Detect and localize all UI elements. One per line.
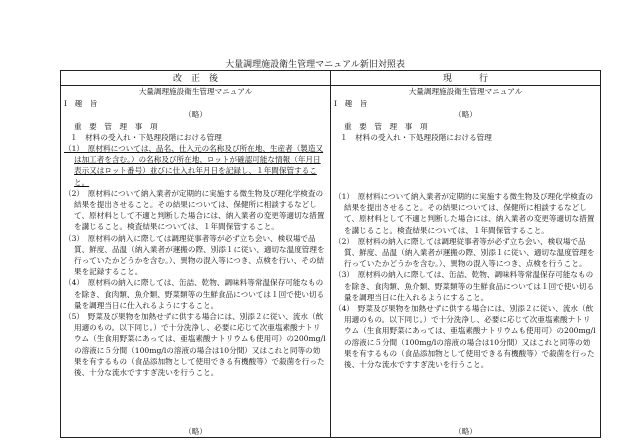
right-paragraph-4: （4） 野菜及び果物を加熱せずに供する場合には、別添２に従い、流水（飲用適のもの。以下同じ。）で十分洗浄し、必要に応じて次亜塩素酸ナトリウム（生食用野菜にあっては、亜塩素酸ナトリウムも使用可）の200mg/lの溶液に５分間（100mg/lの溶液の場合は10分間）又はこれと同等の効果を有するもの（食品添加物として使用できる有機酸等）で殺菌を行った後、十分な流水ですすぎ洗いを行うこと。 [334, 304, 596, 370]
ryaku-left-1: （略） [184, 110, 207, 120]
section-purpose-right: Ⅰ 趣 旨 [334, 99, 368, 109]
manual-title-right: 大量調理施設衛生管理マニュアル [408, 87, 523, 96]
right-paragraph-1: （1） 原材料について納入業者が定期的に実施する微生物及び理化学検査の結果を提出させること。その結果については、保健所に相談するなどして、原材料として不適と判断した場合には、納入業者の変更等適切な措置を講じること。検査結果については、１年間保管すること。 [334, 192, 595, 235]
header-revised: 改 正 後 [61, 71, 331, 86]
item1-heading-right: １ 材料の受入れ・下処理段階における管理 [340, 132, 492, 142]
left-paragraph-2: （2） 原材料について納入業者が定期的に実施する微生物及び理化学検査の結果を提出させること。その結果については、保健所に相談するなどして、原材料として不適と判断した場合には、納入業者の変更等適切な措置を講じること。検査結果については、１年間保管すること。 [64, 188, 325, 232]
left-paragraph-3: （3） 原材料の納入に際しては調理従事者等が必ず立ち会い、検収場で品質、鮮度、品温（納入業者が運搬の際、別添１に従い、適切な温度管理を行っていたかどうかを含む。）、異物の混入等につき、点検を行い、その結果を記録すること。 [64, 233, 325, 277]
item1-heading-left: １ 材料の受入れ・下処理段階における管理 [70, 132, 222, 142]
document-title: 大量調理施設衛生管理マニュアル新旧対照表 [225, 60, 405, 70]
left-paragraph-1: （1） 原材料については、品名、仕入元の名称及び所在地、生産者（製造又は加工者を含む。）の名称及び所在地、ロットが確認可能な情報（年月日表示又はロット番号）並びに仕入れ年月日を記録し、１年間保管すること。 [64, 144, 324, 187]
manual-title-left: 大量調理施設衛生管理マニュアル [138, 87, 253, 96]
ryaku-right-2: （略） [454, 426, 477, 436]
header-current: 現 行 [331, 71, 601, 86]
ryaku-right-1: （略） [454, 110, 477, 120]
right-paragraph-3: （3） 原材料の納入に際しては、缶詰、乾物、調味料等常温保存可能なものを除き、食肉類、魚介類、野菜類等の生鮮食品については１回で使い切る量を調理当日に仕入れるようにすること。 [334, 270, 595, 302]
spacer [334, 143, 597, 167]
key-items-heading-left: 重 要 管 理 事 項 [74, 121, 158, 131]
current-column [331, 86, 601, 438]
section-purpose-left: Ⅰ 趣 旨 [64, 99, 98, 109]
key-items-heading-right: 重 要 管 理 事 項 [344, 121, 428, 131]
comparison-table [60, 70, 601, 438]
left-paragraph-5: （5） 野菜及び果物を加熱せずに供する場合には、別添２に従い、流水（飲用適のもの。以下同じ。）で十分洗浄し、必要に応じて次亜塩素酸ナトリウム（生食用野菜にあっては、亜塩素酸ナトリウムも使用可）の200mg/lの溶液に５分間（100mg/lの溶液の場合は10分間）又はこれと同等の効果を有するもの（食品添加物として使用できる有機酸等）で殺菌を行った後、十分な流水ですすぎ洗いを行うこと。 [64, 312, 326, 378]
ryaku-left-2: （略） [184, 426, 207, 436]
spacer [334, 167, 597, 191]
revised-column [61, 86, 331, 438]
right-paragraph-2: （2） 原材料の納入に際しては調理従事者等が必ず立ち会い、検収場で品質、鮮度、品温（納入業者が運搬の際、別添１に従い、適切な温度管理を行っていたかどうかを含む。）、異物の混入等につき、点検を行うこと。 [334, 236, 595, 269]
left-paragraph-4: （4） 原材料の納入に際しては、缶詰、乾物、調味料等常温保存可能なものを除き、食肉類、魚介類、野菜類等の生鮮食品については１回で使い切る量を調理当日に仕入れるようにすること。 [64, 278, 325, 310]
